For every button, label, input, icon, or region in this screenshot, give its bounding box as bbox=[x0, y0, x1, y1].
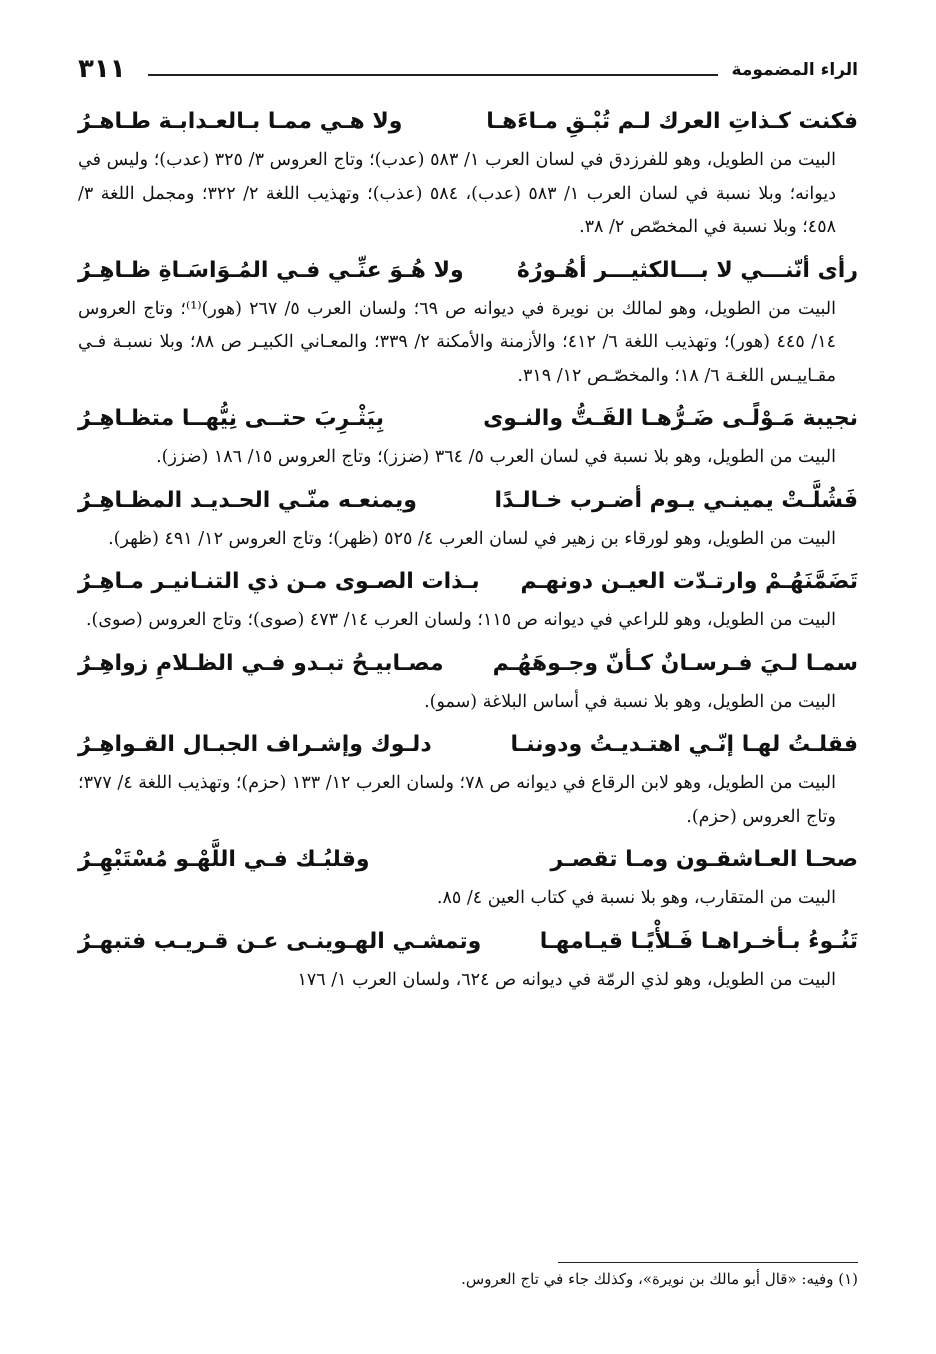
first-hemistich: تَنُـوءُ بـأخـراهـا فَـلأْيًـا قيـامهـا bbox=[539, 928, 858, 954]
verse bbox=[78, 249, 858, 293]
first-hemistich: فكنت كـذاتِ العرك لـم تُبْـقِ مـاءَهـا bbox=[486, 109, 858, 134]
second-hemistich: ولا هـي ممـا بـالعـدابـة طـاهـرُ bbox=[78, 109, 403, 134]
page-body bbox=[78, 100, 858, 1001]
header-rule bbox=[148, 74, 718, 76]
footnote: (١) وفيه: «قال أبو مالك بن نويرة»، وكذلك جاء في تاج العروس. bbox=[461, 1270, 858, 1288]
verse-note: البيت من الطويل، وهو لورقاء بن زهير في لسان العرب ٤/ ٥٢٥ (ظهر)؛ وتاج العروس ١٢/ ٤٩١ (ظهر). bbox=[108, 528, 836, 549]
verse bbox=[78, 642, 858, 686]
verse-note: البيت من المتقارب، وهو بلا نسبة في كتاب العين ٤/ ٨٥. bbox=[436, 888, 836, 908]
second-hemistich: ولا هُـوَ عنِّـي فـي المُـوَاسَـاةِ ظـاهِـرُ bbox=[78, 257, 464, 283]
entry bbox=[78, 920, 858, 998]
verse bbox=[78, 560, 858, 604]
first-hemistich: فقلـتُ لهـا إنّـي اهتـديـتُ ودوننـا bbox=[510, 732, 858, 757]
verse-note: البيت من الطويل، وهو لمالك بن نويرة في ديوانه ص ٦٩؛ ولسان العرب ٥/ ٢٦٧ (هور)⁽¹⁾؛ وتاج العروس ١٤/ ٤٤٥ (هور)؛ وتهذيب اللغة ٦/ ٤١٢؛ والأزمنة والأمكنة ٢/ ٣٣٩؛ والمعـاني الكبيـر ص ٨٨؛ وبلا نسبـة فـي مقـاييـس اللغـة ٦/ ١٨؛ والمخصّـص ١٢/ ٣١٩. bbox=[78, 298, 837, 386]
second-hemistich: بِيَثْـرِبَ حتــى نِيُّهــا متظـاهِـرُ bbox=[78, 406, 384, 431]
verse-note: البيت من الطويل، وهو لذي الرمّة في ديوانه ص ٦٢٤، ولسان العرب ١/ ١٧٦ bbox=[297, 969, 836, 990]
second-hemistich: مصـابيـحُ تبـدو فـي الظـلامِ زواهِـرُ bbox=[78, 650, 444, 676]
verse bbox=[78, 920, 858, 964]
verse-note: البيت من الطويل، وهو للراعي في ديوانه ص ١١٥؛ ولسان العرب ١٤/ ٤٧٣ (صوى)؛ وتاج العروس (صوى). bbox=[85, 610, 836, 630]
first-hemistich: صحـا العـاشقـون ومـا تقصـر bbox=[550, 847, 858, 872]
first-hemistich: تَضَمَّنَهُـمْ وارتـدّت العيـن دونهـم bbox=[520, 569, 858, 594]
second-hemistich: بـذات الصـوى مـن ذي التنـانيـر مـاهِـرُ bbox=[78, 569, 480, 594]
verse bbox=[78, 723, 858, 767]
verse-note: البيت من الطويل، وهو للفرزدق في لسان العرب ١/ ٥٨٣ (عدب)؛ وتاج العروس ٣/ ٣٢٥ (عدب)؛ وليس في ديوانه؛ وبلا نسبة في لسان العرب ١/ ٥٨٣ (عدب)، ٥٨٤ (عذب)؛ وتهذيب اللغة ٢/ ٣٢٢؛ ومجمل اللغة ٣/ ٤٥٨؛ وبلا نسبة في المخصّص ٢/ ٣٨. bbox=[78, 150, 836, 237]
running-title: الراء المضمومة bbox=[731, 60, 858, 80]
entry bbox=[78, 642, 858, 720]
entry bbox=[78, 560, 858, 638]
verse bbox=[78, 838, 858, 882]
entry bbox=[78, 838, 858, 916]
verse-note: البيت من الطويل، وهو بلا نسبة في لسان العرب ٥/ ٣٦٤ (ضزز)؛ وتاج العروس ١٥/ ١٨٦ (ضزز). bbox=[156, 447, 836, 467]
first-hemistich: رأى أنّنـــي لا بـــالكثيـــر أهُـورُهُ bbox=[516, 257, 858, 283]
first-hemistich: سمـا لـيَ فـرسـانٌ كـأنّ وجـوهَهُـم bbox=[492, 650, 858, 676]
entry bbox=[78, 723, 858, 834]
verse bbox=[78, 100, 858, 144]
second-hemistich: دلـوك وإشـراف الجبـال القـواهِـرُ bbox=[78, 732, 432, 757]
verse-note: البيت من الطويل، وهو بلا نسبة في أساس البلاغة (سمو). bbox=[424, 691, 836, 712]
second-hemistich: وقلبُـك فـي اللَّهْـو مُسْتَبْهِـرُ bbox=[78, 847, 370, 872]
first-hemistich: فَشُلَّـتْ يمينـي يـوم أضـرب خـالـدًا bbox=[494, 487, 858, 513]
page-number: ٣١١ bbox=[78, 54, 126, 84]
page-header bbox=[78, 56, 858, 92]
footnote-rule bbox=[558, 1262, 858, 1263]
verse bbox=[78, 479, 858, 523]
first-hemistich: نجيبة مَـوْلًـى ضَـرُّهـا القَـتُّ والنـوى bbox=[483, 406, 858, 431]
verse bbox=[78, 397, 858, 441]
entry bbox=[78, 249, 858, 394]
second-hemistich: ويمنعـه منّـي الحـديـد المظـاهِـرُ bbox=[78, 487, 417, 513]
entry bbox=[78, 397, 858, 475]
entry bbox=[78, 100, 858, 245]
second-hemistich: وتمشـي الهـوينـى عـن قـريـب فتبهـرُ bbox=[78, 928, 482, 954]
verse-note: البيت من الطويل، وهو لابن الرقاع في ديوانه ص ٧٨؛ ولسان العرب ١٢/ ١٣٣ (حزم)؛ وتهذيب اللغة ٤/ ٣٧٧؛ وتاج العروس (حزم). bbox=[78, 773, 836, 827]
entry bbox=[78, 479, 858, 557]
